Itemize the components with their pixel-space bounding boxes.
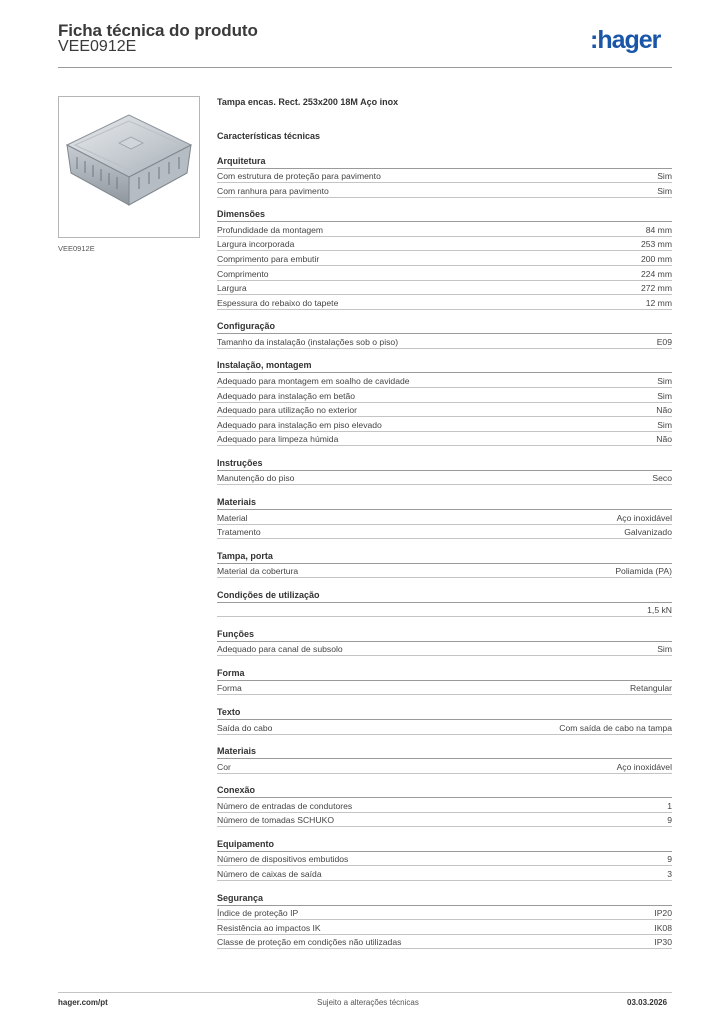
- image-caption: VEE0912E: [58, 244, 95, 253]
- spec-value: IP30: [654, 937, 672, 948]
- footer-note: Sujeito a alterações técnicas: [317, 998, 419, 1007]
- spec-row: [217, 906, 672, 921]
- spec-label: Número de caixas de saída: [217, 869, 322, 880]
- spec-row: [217, 471, 672, 486]
- spec-label: Tamanho da instalação (instalações sob o piso): [217, 336, 399, 347]
- spec-row: [217, 920, 672, 935]
- spec-label: Largura: [217, 283, 247, 294]
- spec-value: 84 mm: [645, 224, 672, 235]
- spec-label: Adequado para instalação em piso elevado: [217, 419, 382, 430]
- spec-row: [217, 183, 672, 198]
- spec-section: [217, 784, 672, 827]
- spec-value: 1,5 kN: [647, 605, 672, 616]
- spec-value: 12 mm: [645, 297, 672, 308]
- spec-section: [217, 457, 672, 486]
- tech-heading: Características técnicas: [217, 131, 321, 141]
- spec-section: [217, 745, 672, 774]
- spec-value: IK08: [654, 922, 672, 933]
- footer-divider: [58, 992, 672, 993]
- spec-label: Classe de proteção em condições não utilizadas: [217, 937, 402, 948]
- spec-label: Com estrutura de proteção para pavimento: [217, 171, 381, 182]
- section-title: Materiais: [217, 496, 672, 510]
- spec-label: Resistência ao impactos IK: [217, 922, 321, 933]
- spec-value: Retangular: [629, 683, 672, 694]
- spec-label: Adequado para limpeza húmida: [217, 434, 339, 445]
- spec-row: [217, 564, 672, 579]
- footer-website[interactable]: hager.com/pt: [58, 998, 108, 1007]
- spec-value: Sim: [657, 171, 672, 182]
- spec-section: [217, 550, 672, 579]
- spec-label: Adequado para utilização no exterior: [217, 405, 357, 416]
- spec-label: Adequado para instalação em betão: [217, 390, 356, 401]
- spec-label: Índice de proteção IP: [217, 908, 299, 919]
- spec-row: [217, 222, 672, 237]
- spec-value: 224 mm: [640, 268, 672, 279]
- spec-value: Sim: [657, 419, 672, 430]
- spec-row: [217, 388, 672, 403]
- section-title: Condições de utilização: [217, 589, 672, 603]
- hager-logo: [590, 28, 660, 53]
- spec-section: [217, 496, 672, 539]
- spec-content: [217, 96, 672, 949]
- spec-value: Não: [656, 405, 672, 416]
- spec-value: IP20: [654, 908, 672, 919]
- spec-row: [217, 852, 672, 867]
- spec-label: Saída do cabo: [217, 722, 273, 733]
- section-title: Forma: [217, 667, 672, 681]
- spec-section: [217, 359, 672, 446]
- spec-sections: [217, 155, 672, 950]
- spec-value: E09: [656, 336, 672, 347]
- spec-value: 200 mm: [640, 253, 672, 264]
- spec-row: [217, 681, 672, 696]
- spec-row: [217, 759, 672, 774]
- spec-row: [217, 417, 672, 432]
- spec-label: Com ranhura para pavimento: [217, 185, 329, 196]
- spec-label: Espessura do rebaixo do tapete: [217, 297, 339, 308]
- section-title: Funções: [217, 628, 672, 642]
- spec-section: [217, 320, 672, 349]
- spec-value: Seco: [652, 473, 672, 484]
- spec-value: Poliamida (PA): [615, 566, 672, 577]
- spec-row: [217, 510, 672, 525]
- spec-value: Aço inoxidável: [616, 512, 672, 523]
- section-title: Conexão: [217, 784, 672, 798]
- spec-row: [217, 798, 672, 813]
- spec-row: [217, 603, 672, 618]
- section-title: Instalação, montagem: [217, 359, 672, 373]
- spec-value: Sim: [657, 375, 672, 386]
- spec-label: Manutenção do piso: [217, 473, 295, 484]
- spec-label: Comprimento: [217, 268, 269, 279]
- product-code: VEE0912E: [58, 38, 137, 55]
- spec-row: [217, 525, 672, 540]
- spec-label: Adequado para montagem em soalho de cavidade: [217, 375, 410, 386]
- spec-section: [217, 155, 672, 198]
- spec-row: [217, 295, 672, 310]
- spec-label: Número de entradas de condutores: [217, 800, 353, 811]
- spec-section: [217, 208, 672, 310]
- spec-row: [217, 403, 672, 418]
- floor-box-cover-photo-icon: [59, 97, 199, 237]
- section-title: Materiais: [217, 745, 672, 759]
- section-title: Instruções: [217, 457, 672, 471]
- spec-section: [217, 589, 672, 618]
- footer-date: 03.03.2026: [627, 998, 668, 1007]
- spec-section: [217, 706, 672, 735]
- section-title: Dimensões: [217, 208, 672, 222]
- spec-row: [217, 373, 672, 388]
- spec-value: Não: [656, 434, 672, 445]
- spec-row: [217, 169, 672, 184]
- spec-row: [217, 720, 672, 735]
- spec-value: 3: [667, 869, 672, 880]
- spec-section: [217, 667, 672, 696]
- spec-value: 253 mm: [640, 239, 672, 250]
- spec-value: Sim: [657, 644, 672, 655]
- spec-row: [217, 935, 672, 950]
- spec-label: Tratamento: [217, 527, 261, 538]
- spec-label: Adequado para canal de subsolo: [217, 644, 343, 655]
- spec-row: [217, 281, 672, 296]
- spec-label: Material da cobertura: [217, 566, 299, 577]
- header-divider: [58, 67, 672, 68]
- section-title: Equipamento: [217, 838, 672, 852]
- section-title: Arquitetura: [217, 155, 672, 169]
- spec-label: Forma: [217, 683, 242, 694]
- spec-value: Galvanizado: [624, 527, 672, 538]
- section-title: Segurança: [217, 892, 672, 906]
- spec-value: 9: [667, 854, 672, 865]
- product-name: Tampa encas. Rect. 253x200 18M Aço inox: [217, 97, 399, 107]
- spec-label: Profundidade da montagem: [217, 224, 324, 235]
- spec-label: Número de tomadas SCHUKO: [217, 815, 335, 826]
- spec-value: Sim: [657, 390, 672, 401]
- spec-row: [217, 866, 672, 881]
- spec-value: Com saída de cabo na tampa: [559, 722, 672, 733]
- logo-word: hager: [597, 26, 661, 54]
- section-title: Texto: [217, 706, 672, 720]
- spec-value: 272 mm: [640, 283, 672, 294]
- spec-value: Sim: [657, 185, 672, 196]
- spec-label: Material: [217, 512, 248, 523]
- spec-row: [217, 432, 672, 447]
- spec-label: Largura incorporada: [217, 239, 295, 250]
- logo-dots: :: [590, 26, 598, 54]
- spec-value: Aço inoxidável: [616, 761, 672, 772]
- spec-label: Cor: [217, 761, 231, 772]
- product-image: [58, 96, 200, 238]
- spec-row: [217, 813, 672, 828]
- page-title: Ficha técnica do produto: [58, 21, 258, 40]
- spec-label: Número de dispositivos embutidos: [217, 854, 349, 865]
- spec-row: [217, 251, 672, 266]
- spec-row: [217, 266, 672, 281]
- spec-row: [217, 334, 672, 349]
- section-title: Tampa, porta: [217, 550, 672, 564]
- spec-row: [217, 642, 672, 657]
- spec-label: Comprimento para embutir: [217, 253, 320, 264]
- spec-row: [217, 237, 672, 252]
- spec-section: [217, 628, 672, 657]
- spec-section: [217, 838, 672, 881]
- spec-value: 1: [667, 800, 672, 811]
- spec-section: [217, 892, 672, 950]
- spec-value: 9: [667, 815, 672, 826]
- section-title: Configuração: [217, 320, 672, 334]
